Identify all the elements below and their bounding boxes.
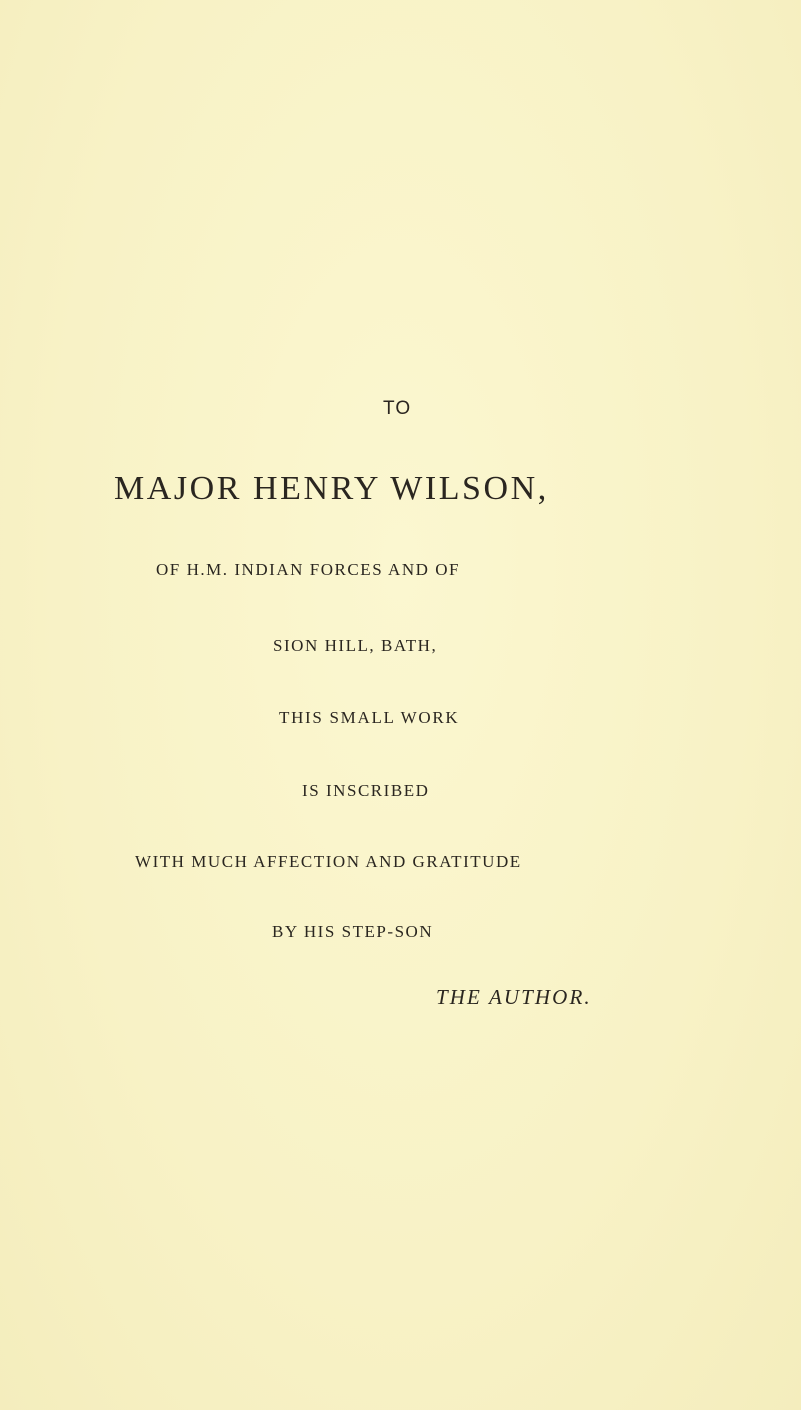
dedication-signature: THE AUTHOR.	[436, 985, 592, 1009]
dedication-inscribed-line: IS INSCRIBED	[302, 781, 430, 800]
dedication-by-line: BY HIS STEP-SON	[272, 922, 434, 941]
dedicatee-affiliation: OF H.M. INDIAN FORCES AND OF	[156, 560, 461, 579]
dedicatee-name: MAJOR HENRY WILSON,	[114, 470, 549, 507]
dedication-work-line: THIS SMALL WORK	[279, 708, 460, 727]
dedication-to: TO	[383, 398, 412, 419]
dedication-with-line: WITH MUCH AFFECTION AND GRATITUDE	[135, 852, 522, 871]
dedicatee-location: SION HILL, BATH,	[273, 636, 438, 655]
